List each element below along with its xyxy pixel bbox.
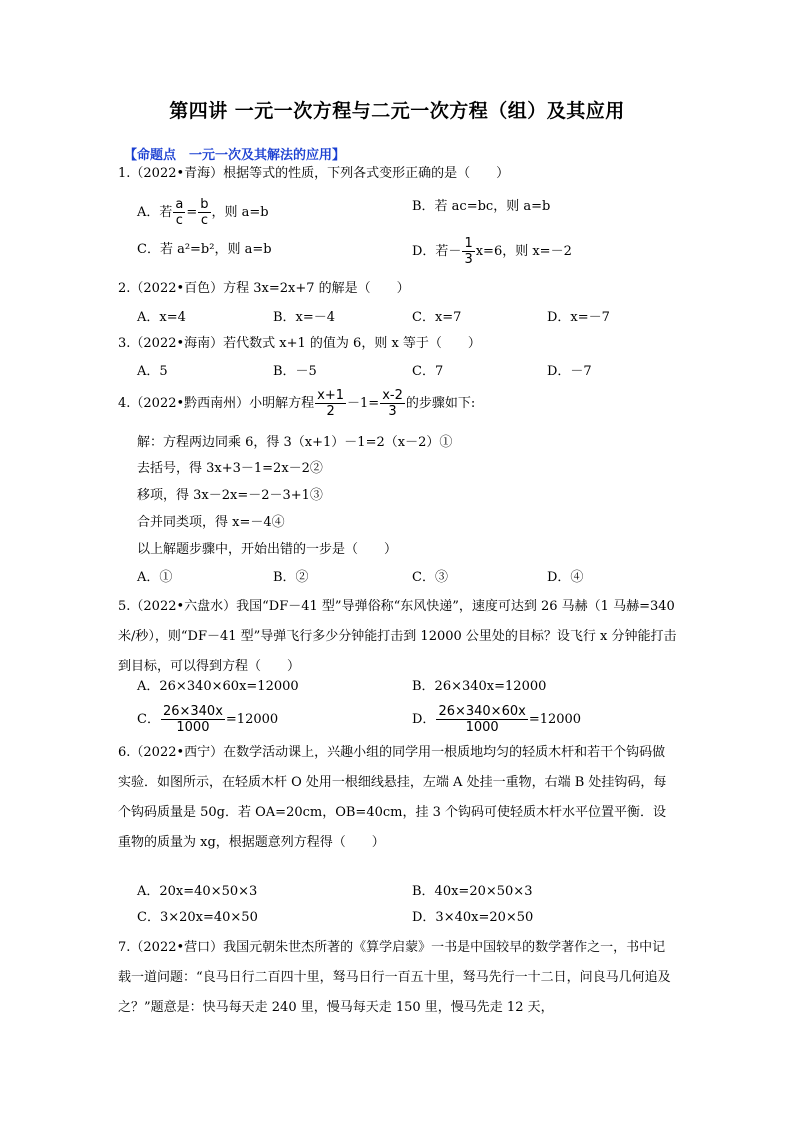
question-4-option-d: D．④ (547, 570, 584, 585)
text-segment: = (186, 205, 198, 220)
fraction-denominator: 3 (464, 252, 473, 267)
text-segment: =12000 (225, 712, 279, 727)
fraction (462, 236, 474, 267)
fraction-numerator: x+1 (317, 388, 345, 403)
question-4-option-c: C．③ (412, 570, 448, 585)
text-segment: 的步骤如下: (405, 396, 476, 411)
question-4-option-b: B．② (273, 570, 309, 585)
fraction (380, 388, 405, 419)
question-2-option-a: A．x=4 (137, 310, 186, 325)
question-2-option-c: C．x=7 (412, 310, 462, 325)
solution-step-1: 解：方程两边同乘 6，得 3（x+1）－1=2（x－2）① (137, 435, 453, 450)
question-3-option-d: D．－7 (547, 364, 592, 379)
fraction-numerator: 26×340x (162, 704, 223, 719)
fraction-denominator: 2 (326, 404, 335, 419)
text-segment: D．若－ (412, 244, 462, 259)
question-3-option-b: B．－5 (273, 364, 317, 379)
fraction-numerator: 26×340×60x (438, 704, 526, 719)
question-2-stem: 2.（2022•百色）方程 3x=2x+7 的解是（ ） (118, 281, 410, 296)
section-heading: 【命题点 一元一次及其解法的应用】 (124, 148, 346, 163)
fraction-denominator: 1000 (465, 720, 499, 735)
fraction-denominator: c (175, 213, 183, 228)
question-4-option-a: A．① (137, 570, 173, 585)
solution-step-4: 合并同类项，得 x=－4④ (137, 515, 285, 530)
question-1-option-b: B．若 ac=bc，则 a=b (412, 199, 551, 214)
text-segment: 4.（2022•黔西南州）小明解方程 (118, 396, 315, 411)
question-1-option-a (137, 197, 269, 228)
fraction (436, 704, 527, 735)
fraction-numerator: a (175, 197, 184, 212)
fraction-denominator: 3 (388, 404, 397, 419)
question-6-option-c: C．3×20x=40×50 (137, 910, 258, 925)
fraction-numerator: x-2 (382, 388, 403, 403)
question-6-option-b: B．40x=20×50×3 (412, 884, 533, 899)
fraction (198, 197, 210, 228)
text-segment: C． (137, 712, 160, 727)
question-1-option-c: C．若 a²=b²，则 a=b (137, 242, 272, 257)
text-segment: x=6，则 x=－2 (475, 244, 572, 259)
fraction (173, 197, 185, 228)
fraction-denominator: c (200, 213, 208, 228)
question-4-stem (118, 388, 475, 419)
question-3-option-a: A．5 (137, 364, 168, 379)
text-segment: ，则 a=b (211, 205, 269, 220)
text-segment: －1= (347, 396, 380, 411)
question-7-stem: 7.（2022•营口）我国元朝朱世杰所著的《算学启蒙》一书是中国较早的数学著作之一，书中记载一道问题：“良马日行二百四十里，驽马日行一百五十里，驽马先行一十二日，问良马几何追及之？”题意是：快马每天走 240 里，慢马每天走 150 里，慢马先走 12 天， (118, 940, 671, 1015)
question-6-stem: 6.（2022•西宁）在数学活动课上，兴趣小组的同学用一根质地均匀的轻质木杆和若干个钩码做实验．如图所示，在轻质木杆 O 处用一根细线悬挂，左端 A 处挂一重物，右端 B 处挂钩码，每个钩码质量是 50g．若 OA=20cm，OB=40cm，挂 3 个钩码可使轻质木杆水平位置平衡．设重物的质量为 xg，根据题意列方程得（ ） (118, 745, 667, 850)
question-6-option-a: A．20x=40×50×3 (137, 884, 258, 899)
question-1-stem: 1.（2022•青海）根据等式的性质，下列各式变形正确的是（ ） (118, 166, 510, 181)
fraction (315, 388, 346, 419)
question-5-option-d (412, 704, 581, 735)
question-5-option-a: A．26×340×60x=12000 (137, 679, 299, 694)
text-segment: =12000 (528, 712, 582, 727)
text-segment: A．若 (137, 205, 173, 220)
question-2-option-b: B．x=－4 (273, 310, 336, 325)
text-segment: D． (412, 712, 436, 727)
question-5-option-b: B．26×340x=12000 (412, 679, 547, 694)
page-title: 第四讲 一元一次方程与二元一次方程（组）及其应用 (169, 100, 625, 122)
fraction (161, 704, 225, 735)
fraction-numerator: b (200, 197, 209, 212)
question-6-option-d: D．3×40x=20×50 (412, 910, 534, 925)
fraction-numerator: 1 (464, 236, 473, 251)
question-1-option-d (412, 236, 572, 267)
solution-step-3: 移项，得 3x－2x=－2－3+1③ (137, 488, 323, 503)
question-3-stem: 3.（2022•海南）若代数式 x+1 的值为 6，则 x 等于（ ） (118, 336, 481, 351)
fraction-denominator: 1000 (176, 720, 210, 735)
question-5-option-c (137, 704, 278, 735)
question-2-option-d: D．x=－7 (547, 310, 610, 325)
question-5-stem: 5.（2022•六盘水）我国“DF－41 型”导弹俗称“东风快递”，速度可达到 26 马赫（1 马赫=340 米/秒），则“DF－41 型”导弹飞行多少分钟能打击到 12000 公里处的目标？设飞行 x 分钟能打击到目标，可以得到方程（ ） (118, 599, 677, 674)
question-3-option-c: C．7 (412, 364, 444, 379)
solution-step-2: 去括号，得 3x+3－1=2x－2② (137, 461, 323, 476)
solution-question: 以上解题步骤中，开始出错的一步是（ ） (137, 542, 398, 557)
